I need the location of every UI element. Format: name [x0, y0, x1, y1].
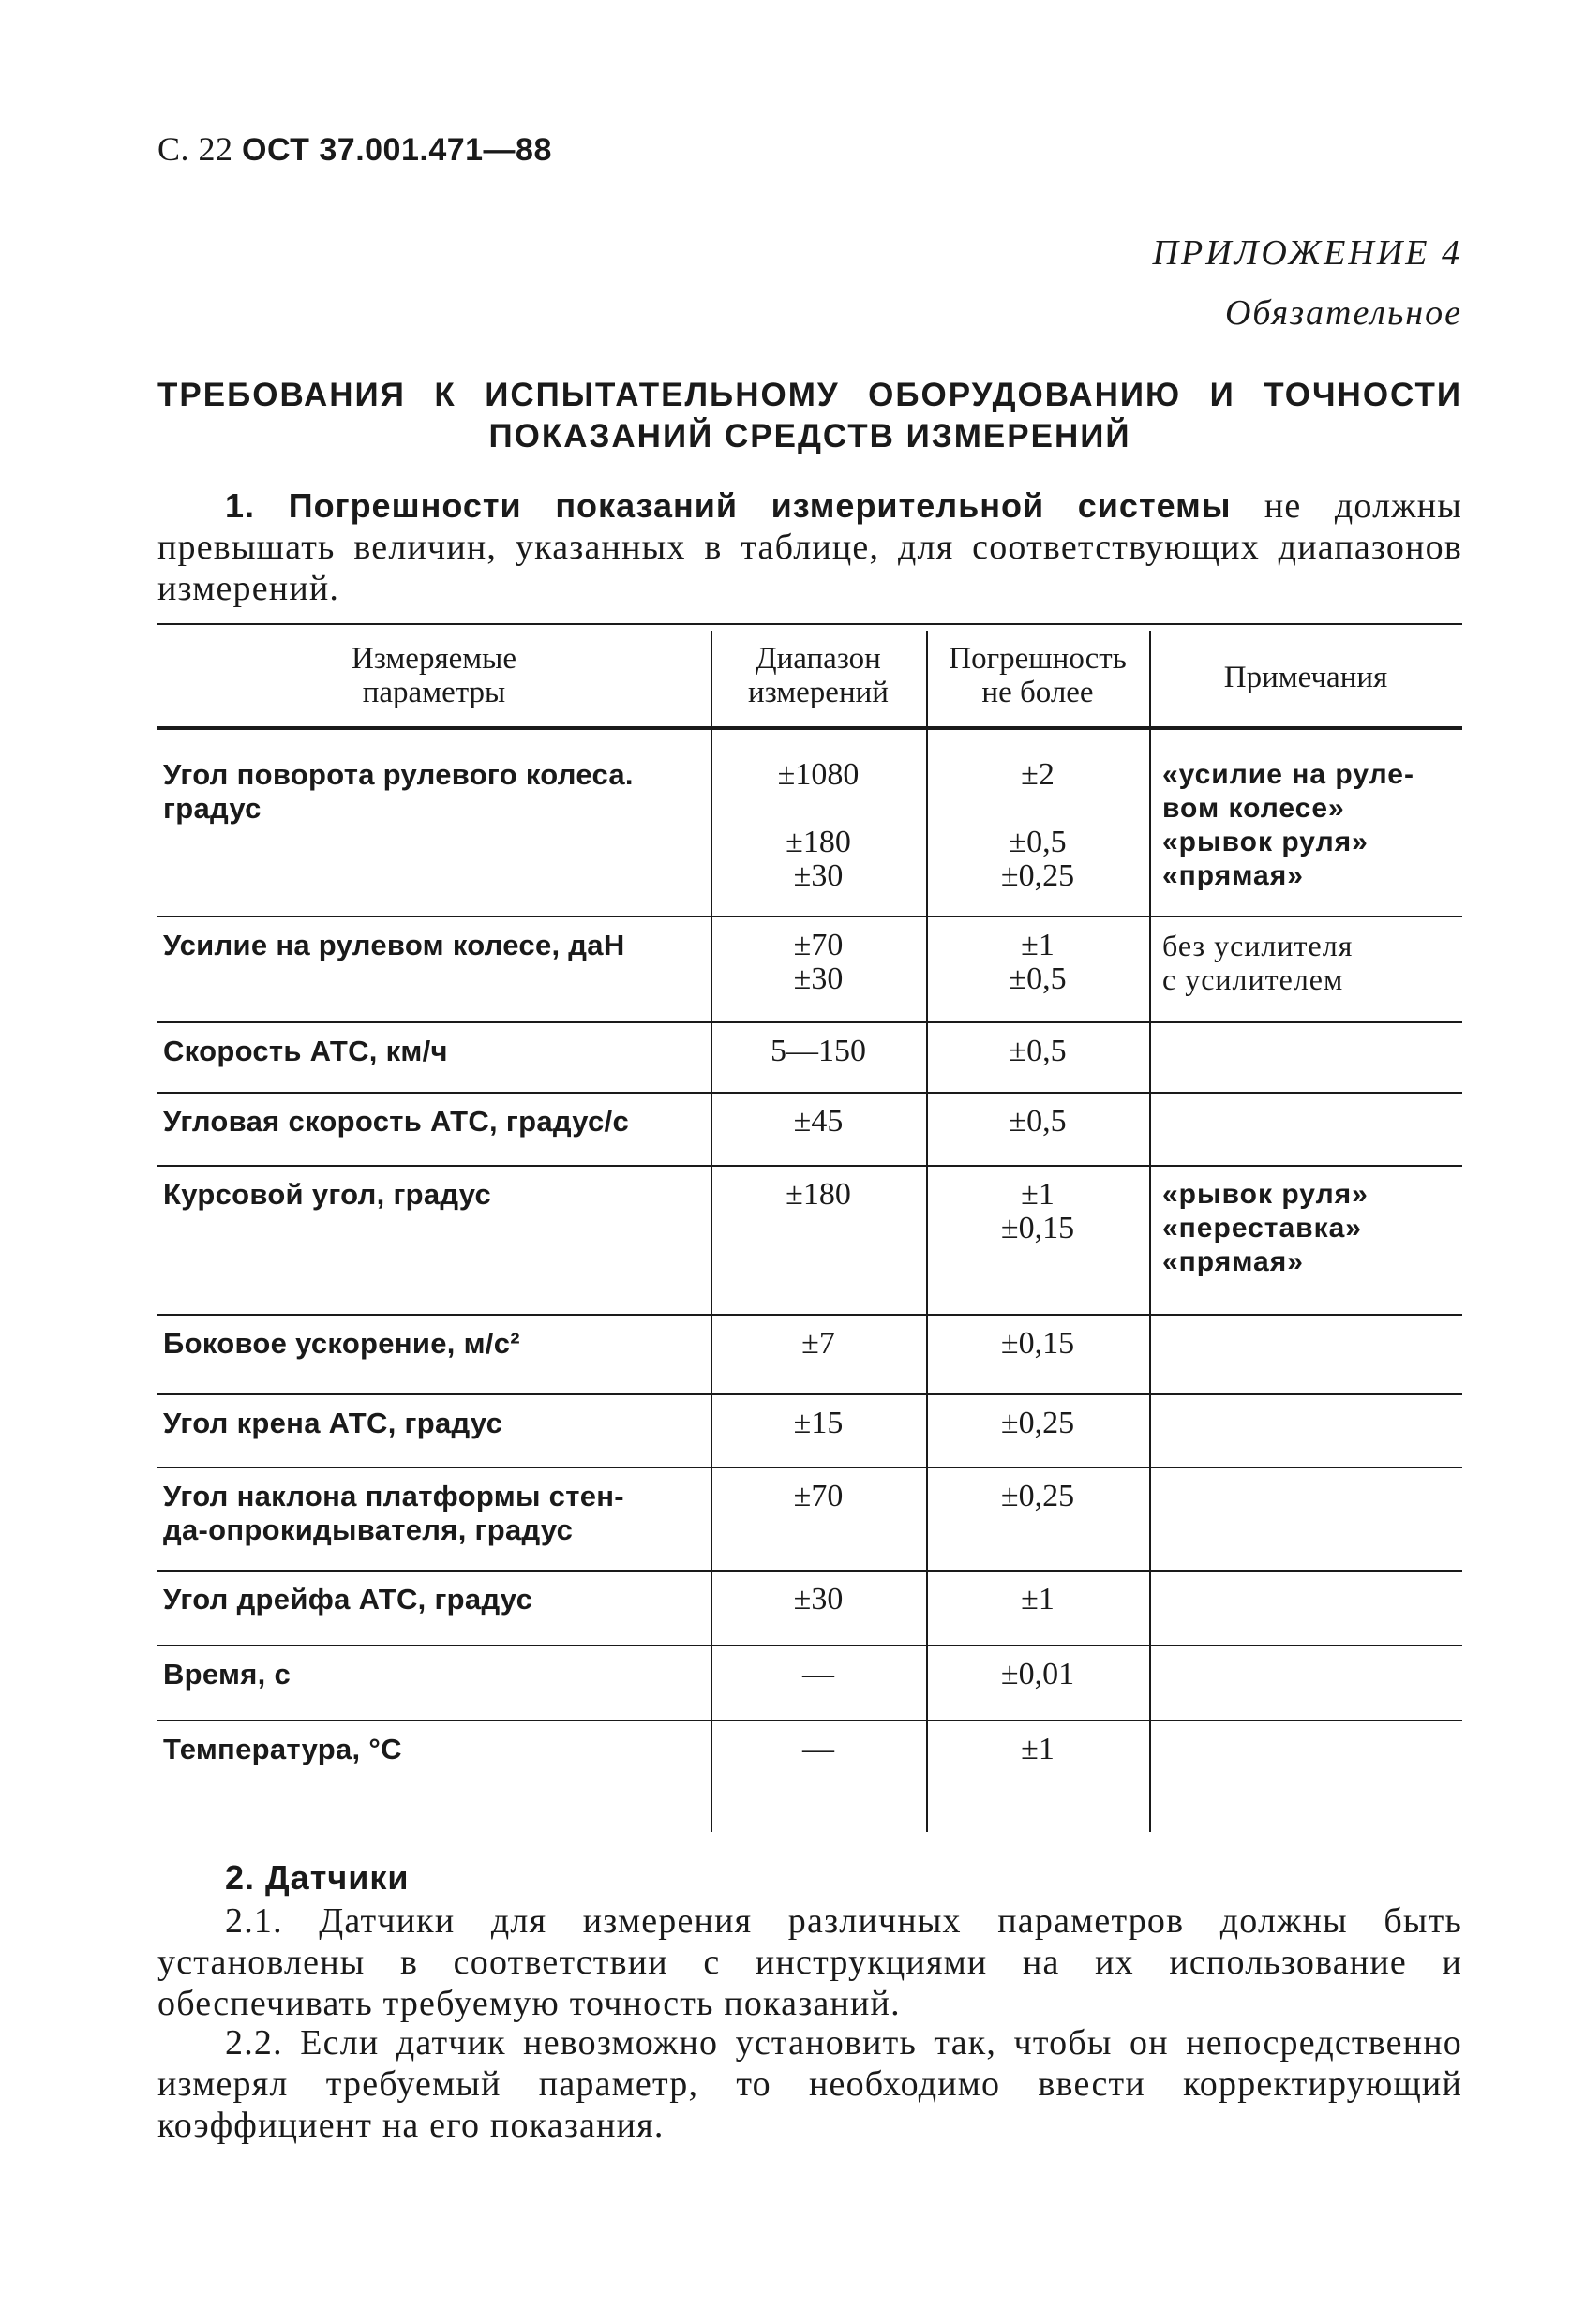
table-row-parameter: Время, с [163, 1658, 292, 1691]
standard-code: ОСТ 37.001.471—88 [242, 132, 552, 168]
title-line-1: ТРЕБОВАНИЯ К ИСПЫТАТЕЛЬНОМУ ОБОРУДОВАНИЮ И ТОЧНОСТИ [157, 377, 1462, 413]
table-row-range: — [802, 1657, 834, 1691]
table-top-rule [157, 623, 1462, 625]
table-row-rule [157, 1393, 1462, 1395]
table-row-parameter: Угол поворота рулевого колеса. градус [163, 758, 634, 825]
section-2-heading [157, 1857, 1462, 1899]
table-row-parameter: Угол крена АТС, градус [163, 1407, 503, 1439]
table-row-note: «рывок руля» «переставка» «прямая» [1162, 1179, 1369, 1277]
appendix-label: ПРИЛОЖЕНИЕ 4 [1152, 233, 1462, 273]
table-row-error: ±1 ±0,5 [1009, 928, 1067, 996]
table-row-range: — [802, 1732, 834, 1766]
table-row-rule [157, 1314, 1462, 1316]
table-row-error: ±1 [1021, 1732, 1055, 1766]
table-row-range: ±70 [793, 1479, 844, 1513]
section-2-heading-text: 2. Датчики [225, 1858, 410, 1897]
table-row-rule [157, 1165, 1462, 1167]
appendix-status: Обязательное [1224, 293, 1462, 333]
page-number: С. 22 [157, 130, 233, 168]
table-row-rule [157, 1021, 1462, 1023]
table-row-error: ±0,25 [1000, 1479, 1075, 1513]
table-row-parameter: Угол наклона платформы стен- да-опрокидывателя, градус [163, 1480, 624, 1546]
table-row-range: ±45 [793, 1104, 844, 1139]
table-row-rule [157, 1092, 1462, 1094]
page-header [157, 129, 552, 169]
table-header-cell: Диапазон измерений [748, 642, 889, 709]
paragraph-1-text: не должны превышать величин, указанных в таблице, для соответствующих диапазонов измерений. [157, 486, 1462, 608]
table-row-range: ±7 [801, 1326, 835, 1361]
table-row-parameter: Курсовой угол, градус [163, 1178, 492, 1211]
table-header-cell: Примечания [1223, 661, 1388, 694]
paragraph-1-lead: 1. Погрешности показаний измерительной системы [225, 486, 1232, 525]
section-title [157, 375, 1462, 457]
table-row-error: ±1 [1021, 1582, 1055, 1616]
table-row-error: ±0,15 [1000, 1326, 1075, 1361]
table-header-cell: Измеряемые параметры [352, 642, 516, 709]
table-row-range: ±70 ±30 [793, 928, 844, 996]
table-row-rule [157, 1720, 1462, 1721]
table-column-rule [1149, 631, 1151, 1832]
table-row-parameter: Угол дрейфа АТС, градус [163, 1583, 533, 1616]
table-row-range: ±15 [793, 1406, 844, 1440]
table-row-note: «усилие на руле- вом колесе» «рывок руля» «прямая» [1162, 759, 1414, 891]
table-row-parameter: Скорость АТС, км/ч [163, 1035, 448, 1067]
paragraph-2-1 [157, 1900, 1462, 2024]
paragraph-2-2-text: 2.2. Если датчик невозможно установить так, чтобы он непосредственно измерял требуемый параметр, то необходимо ввести корректирующий коэффициент на его показания. [157, 2023, 1462, 2145]
table-row-note: без усилителя с усилителем [1162, 929, 1354, 996]
table-row-error: ±2 ±0,5 ±0,25 [1000, 757, 1075, 893]
table-row-parameter: Температура, °С [163, 1733, 402, 1765]
measurement-table [157, 623, 1462, 1832]
table-row-range: ±1080 ±180 ±30 [777, 757, 860, 893]
table-row-rule [157, 916, 1462, 917]
table-row-range: ±30 [793, 1582, 844, 1616]
table-row-parameter: Угловая скорость АТС, градус/с [163, 1105, 629, 1138]
table-row-error: ±0,25 [1000, 1406, 1075, 1440]
paragraph-2-1-text: 2.1. Датчики для измерения различных параметров должны быть установлены в соответствии с инструкциями на их использование и обеспечивать требуемую точность показаний. [157, 1901, 1462, 2023]
title-line-2: ПОКАЗАНИЙ СРЕДСТВ ИЗМЕРЕНИЙ [488, 418, 1131, 454]
table-header-cell: Погрешность не более [949, 642, 1127, 709]
table-row-rule [157, 1467, 1462, 1468]
table-row-rule [157, 1645, 1462, 1646]
table-row-parameter: Усилие на рулевом колесе, даН [163, 929, 625, 961]
paragraph-2-2 [157, 2022, 1462, 2146]
table-row-error: ±0,5 [1009, 1034, 1067, 1068]
table-row-range: ±180 [786, 1177, 851, 1212]
table-header-rule [157, 726, 1462, 730]
table-row-parameter: Боковое ускорение, м/с² [163, 1327, 520, 1360]
table-row-range: 5—150 [771, 1034, 866, 1068]
paragraph-1 [157, 485, 1462, 609]
table-row-error: ±0,01 [1000, 1657, 1075, 1691]
table-row-rule [157, 1570, 1462, 1572]
table-row-error: ±1 ±0,15 [1000, 1177, 1075, 1245]
table-row-error: ±0,5 [1009, 1104, 1067, 1139]
